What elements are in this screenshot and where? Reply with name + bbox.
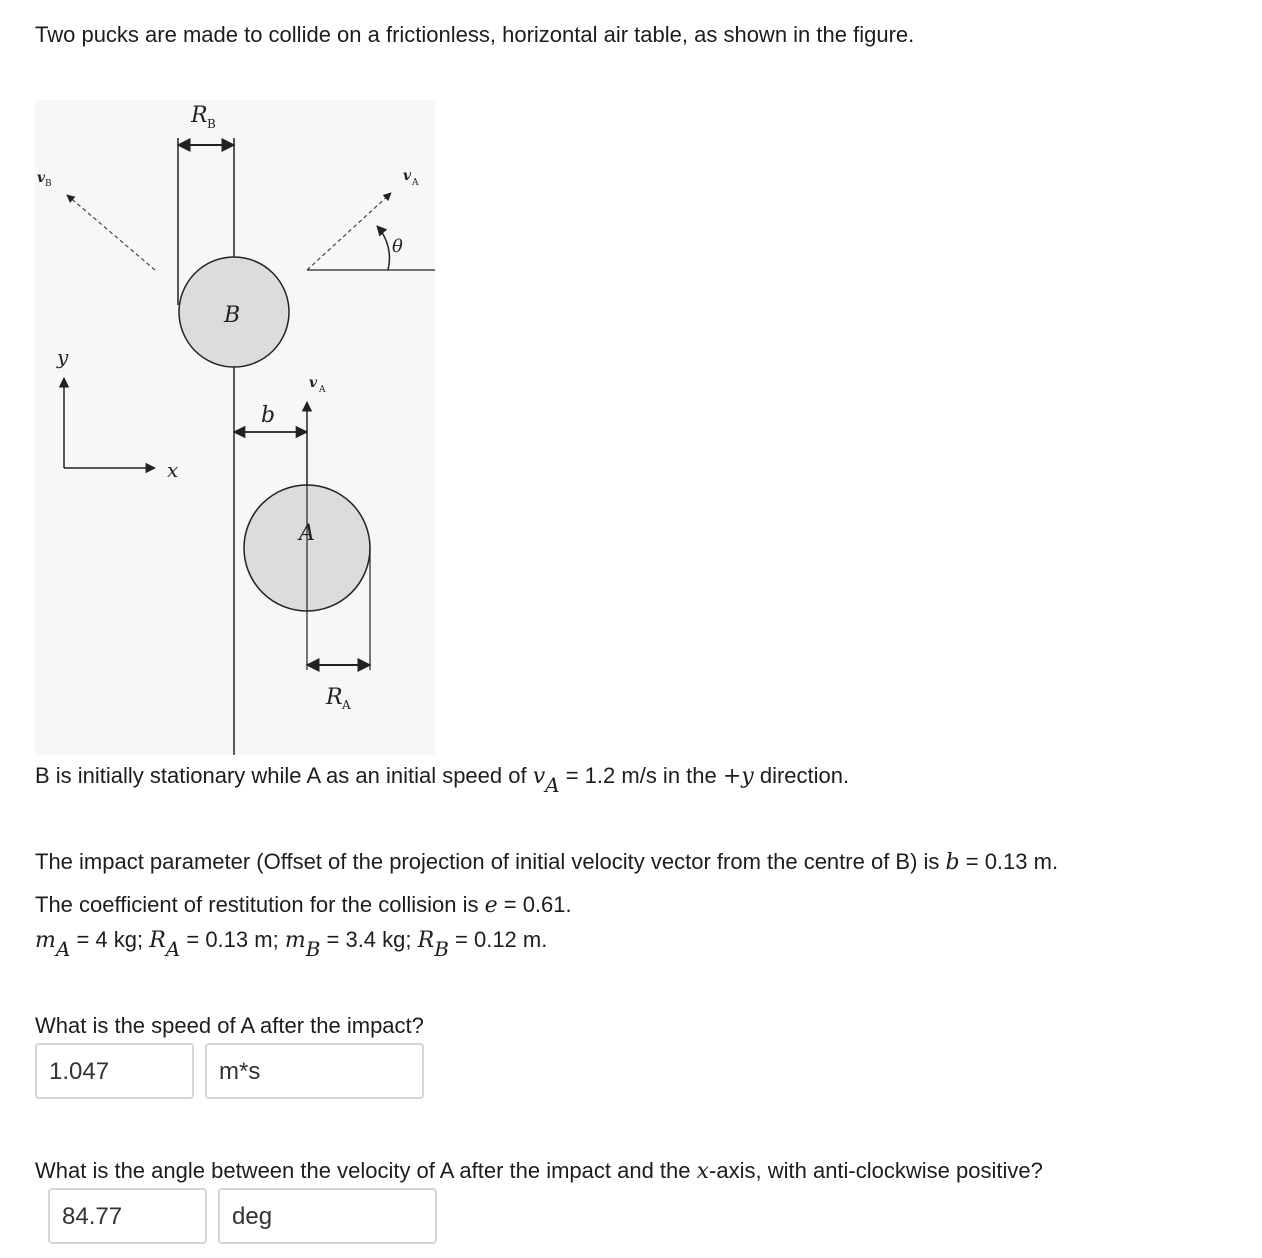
label-ra-sub: A [342, 698, 351, 712]
q2-after: -axis, with anti-clockwise positive? [709, 1158, 1043, 1183]
para2-after: = 0.13 m. [959, 849, 1059, 874]
rb-var: R [417, 928, 435, 953]
para1-direction: +y [722, 764, 754, 789]
ma-var: m [35, 928, 56, 953]
speed-unit-input[interactable]: m*s [205, 1043, 424, 1099]
para2-before: The impact parameter (Offset of the projection of initial velocity vector from the centre of B) is [35, 849, 946, 874]
para1-value: = 1.2 m/s in the [559, 763, 723, 788]
label-vb-sub: B [45, 179, 52, 189]
mb-sub: B [305, 937, 321, 961]
ra-sub: A [165, 937, 181, 961]
angle-answer-input[interactable]: 84.77 [48, 1188, 207, 1244]
mass-radius-text [35, 926, 548, 961]
mb-var: m [284, 928, 306, 953]
mb-value: = 3.4 kg; [320, 927, 418, 952]
para1-before: B is initially stationary while A as an initial speed of [35, 763, 533, 788]
label-puck-a: A [299, 521, 315, 546]
figure-background [35, 100, 435, 755]
para3-after: = 0.61. [497, 892, 572, 917]
q2-var: x [696, 1159, 710, 1184]
initial-conditions-text [35, 762, 850, 797]
label-b: b [261, 403, 276, 428]
question-angle [35, 1157, 1043, 1186]
label-puck-b: B [224, 303, 241, 328]
rb-value: = 0.12 m. [448, 927, 548, 952]
label-va-prime-sub: A [412, 178, 419, 188]
impact-parameter-text [35, 848, 1058, 877]
q2-before: What is the angle between the velocity of A after the impact and the [35, 1158, 697, 1183]
label-va-initial: v [309, 375, 318, 391]
label-va-prime: v [403, 168, 412, 184]
intro-text: Two pucks are made to collide on a frictionless, horizontal air table, as shown in the figure. [35, 22, 915, 47]
label-x-axis: x [167, 458, 179, 482]
speed-answer-input[interactable]: 1.047 [35, 1043, 194, 1099]
label-rb: R [191, 103, 208, 128]
question-speed: What is the speed of A after the impact? [35, 1013, 424, 1038]
rb-sub: B [434, 937, 449, 961]
para1-var: v [532, 764, 546, 789]
label-rb-sub: B [207, 117, 216, 131]
collision-figure [35, 100, 435, 755]
para3-before: The coefficient of restitution for the collision is [35, 892, 485, 917]
ma-sub: A [55, 937, 71, 961]
angle-unit-input[interactable]: deg [218, 1188, 437, 1244]
restitution-text [35, 891, 572, 920]
ma-value: = 4 kg; [70, 927, 150, 952]
para1-after: direction. [753, 763, 850, 788]
para1-sub: A [545, 773, 560, 797]
label-va-initial-sub: A [319, 385, 326, 395]
ra-var: R [149, 928, 166, 953]
para3-var: e [484, 893, 498, 918]
label-y-axis: y [57, 345, 69, 369]
label-ra: R [326, 685, 343, 710]
label-vb: v [37, 170, 46, 186]
label-theta: θ [392, 236, 403, 257]
ra-value: = 0.13 m; [180, 927, 285, 952]
para2-var: b [945, 850, 960, 875]
